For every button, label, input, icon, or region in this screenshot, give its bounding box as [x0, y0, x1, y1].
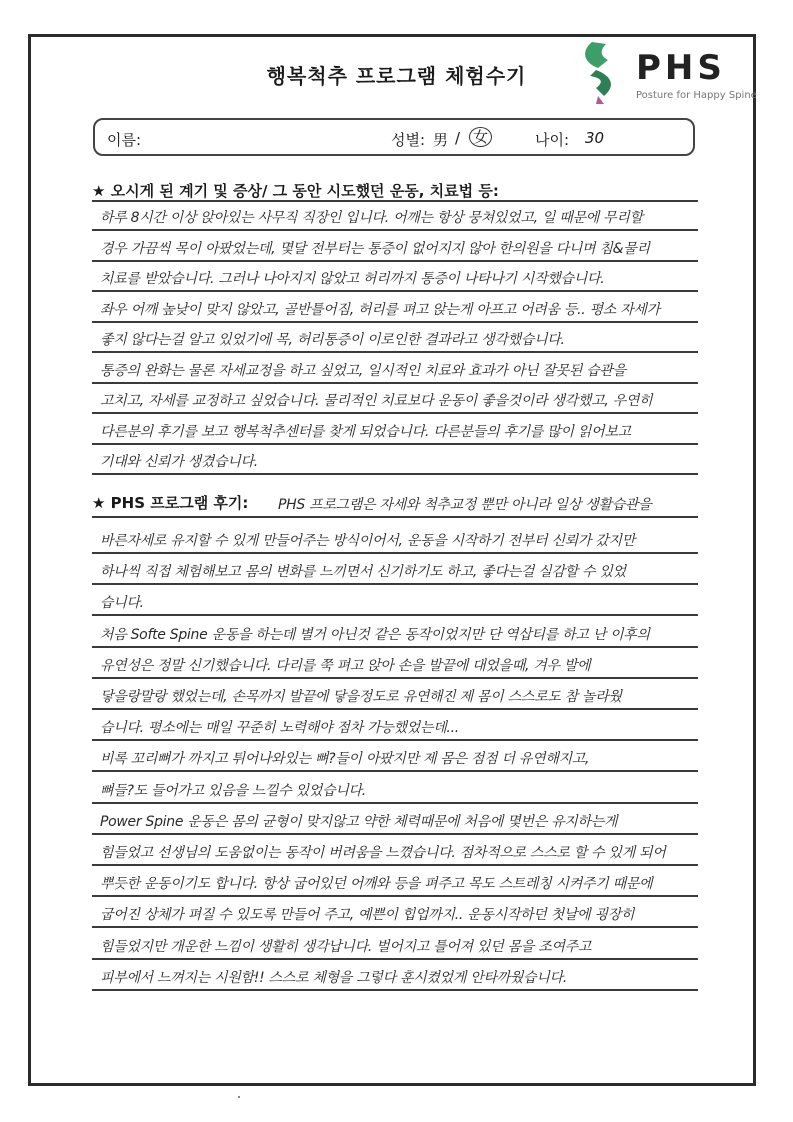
- ruled-line: [92, 552, 698, 554]
- handwritten-line: 기대와 신뢰가 생겼습니다.: [100, 454, 258, 470]
- gender-male: 男: [433, 131, 449, 149]
- handwritten-line: 처음 Softe Spine 운동을 하는데 별거 아닌것 같은 동작이었지만 단 역삽티를 하고 난 이후의: [100, 626, 650, 643]
- handwritten-line: 뼈들?도 들어가고 있음을 느낄수 있었습니다.: [100, 782, 366, 799]
- age-value: 30: [585, 129, 605, 147]
- ruled-line: [92, 708, 698, 710]
- handwritten-line: 닿을랑말랑 했었는데, 손목까지 발끝에 닿을정도로 유연해진 제 몸이 스스로도 참 놀라웠: [100, 689, 622, 705]
- ruled-line: [92, 516, 698, 518]
- handwritten-line: 비록 꼬리뼈가 까지고 튀어나와있는 뼈?들이 아팠지만 제 몸은 점점 더 유연해지고,: [100, 751, 590, 768]
- handwritten-line: 좌우 어깨 높낮이 맞지 않았고, 골반틀어짐, 허리를 펴고 앉는게 아프고 어려움 등.. 평소 자세가: [100, 301, 660, 318]
- name-label: 이름:: [107, 131, 142, 149]
- handwritten-line: 유연성은 정말 신기했습니다. 다리를 쭉 펴고 앉아 손을 발끝에 대었을때, 겨우 발에: [100, 657, 591, 674]
- handwritten-line: 뿌듯한 운동이기도 합니다. 항상 굽어있던 어깨와 등을 펴주고 목도 스트레칭 시켜주기 때문에: [100, 876, 653, 893]
- handwritten-line: 통증의 완화는 물론 자세교정을 하고 싶었고, 일시적인 치료와 효과가 아닌 잘못된 습관을: [100, 362, 626, 379]
- handwritten-line: 힘들었지만 개운한 느낌이 생활히 생각납니다. 벌어지고 틀어져 있던 몸을 조여주고: [100, 938, 592, 955]
- handwritten-line: 하루 8시간 이상 앉아있는 사무직 직장인 입니다. 어깨는 항상 뭉쳐있었고, 일 때문에 무리할: [100, 210, 643, 226]
- logo-tagline: Posture for Happy Spine: [636, 90, 757, 101]
- ruled-line: [92, 583, 698, 585]
- ruled-line: [92, 290, 698, 292]
- ruled-line: [92, 351, 698, 353]
- handwritten-line: 경우 가끔씩 목이 아팠었는데, 몇달 전부터는 통증이 없어지지 않아 한의원을 다니며 침&물리: [100, 240, 650, 257]
- phs-logo: [578, 38, 758, 108]
- ruled-line: [92, 958, 698, 960]
- ruled-line: [92, 833, 698, 835]
- ruled-line: [92, 321, 698, 323]
- ruled-line: [92, 895, 698, 897]
- handwritten-line: 고치고, 자세를 교정하고 싶었습니다. 물리적인 치료보다 운동이 좋을것이라 생각했고, 우연히: [100, 393, 653, 409]
- handwritten-line: 치료를 받았습니다. 그러나 나아지지 않았고 허리까지 통증이 나타나기 시작했습니다.: [100, 271, 605, 287]
- section1-heading: ★ 오시게 된 계기 및 증상/ 그 동안 시도했던 운동, 치료법 등:: [92, 182, 499, 200]
- page-title: 행복척추 프로그램 체험수기: [266, 64, 527, 88]
- ruled-line: [92, 443, 698, 445]
- ruled-line: [92, 926, 698, 928]
- handwritten-line: 하나씩 직접 체험해보고 몸의 변화를 느끼면서 신기하기도 하고, 좋다는걸 실감할 수 있었: [100, 564, 626, 581]
- ruled-line: [92, 989, 698, 991]
- ruled-line: [92, 770, 698, 772]
- ruled-line: [92, 200, 698, 202]
- gender-separator: /: [455, 129, 461, 147]
- handwritten-line: 다른분의 후기를 보고 행복척추센터를 찾게 되었습니다. 다른분들의 후기를 많이 읽어보고: [100, 423, 631, 440]
- ruled-line: [92, 229, 698, 231]
- handwritten-line: Power Spine 운동은 몸의 균형이 맞지않고 약한 체력때문에 처음에 몇번은 유지하는게: [100, 813, 618, 830]
- ruled-line: [92, 382, 698, 384]
- handwritten-line: 바른자세로 유지할 수 있게 만들어주는 방식이어서, 운동을 시작하기 전부터 신뢰가 갔지만: [100, 533, 635, 549]
- ruled-line: [92, 646, 698, 648]
- ruled-line: [92, 412, 698, 414]
- ruled-line: [92, 614, 698, 616]
- ruled-line: [92, 802, 698, 804]
- info-box: [93, 118, 695, 156]
- ruled-line: [92, 677, 698, 679]
- section2-first-line: PHS 프로그램은 자세와 척추교정 뿐만 아니라 일상 생활습관을: [278, 497, 652, 513]
- ruled-line: [92, 739, 698, 741]
- age-label: 나이:: [535, 131, 570, 149]
- ruled-line: [92, 260, 698, 262]
- handwritten-line: 힘들었고 선생님의 도움없이는 동작이 버려움을 느꼈습니다. 점차적으로 스스로 할 수 있게 되어: [100, 845, 666, 861]
- handwritten-line: 좋지 않다는걸 알고 있었기에 목, 허리통증이 이로인한 결과라고 생각했습니다.: [100, 332, 565, 348]
- spine-logo-icon: [578, 38, 628, 108]
- section2-heading: ★ PHS 프로그램 후기:: [92, 494, 249, 512]
- handwritten-line: 굽어진 상체가 펴질 수 있도록 만들어 주고, 예쁜이 힙업까지.. 운동시작하던 첫날에 굉장히: [100, 907, 635, 924]
- handwritten-line: 피부에서 느껴지는 시원함!! 스스로 체형을 그렇다 훈시켰었게 안타까웠습니다.: [100, 969, 567, 986]
- gender-female-circled: 女: [469, 127, 492, 147]
- ruled-line: [92, 864, 698, 866]
- gender-label: 성별:: [391, 131, 426, 149]
- ruled-line: [92, 473, 698, 475]
- handwritten-line: 습니다. 평소에는 매일 꾸준히 노력해야 점차 가능했었는데...: [100, 720, 459, 737]
- scan-speck: [238, 1096, 240, 1098]
- logo-wordmark: PHS: [636, 48, 726, 88]
- handwritten-line: 습니다.: [100, 595, 144, 612]
